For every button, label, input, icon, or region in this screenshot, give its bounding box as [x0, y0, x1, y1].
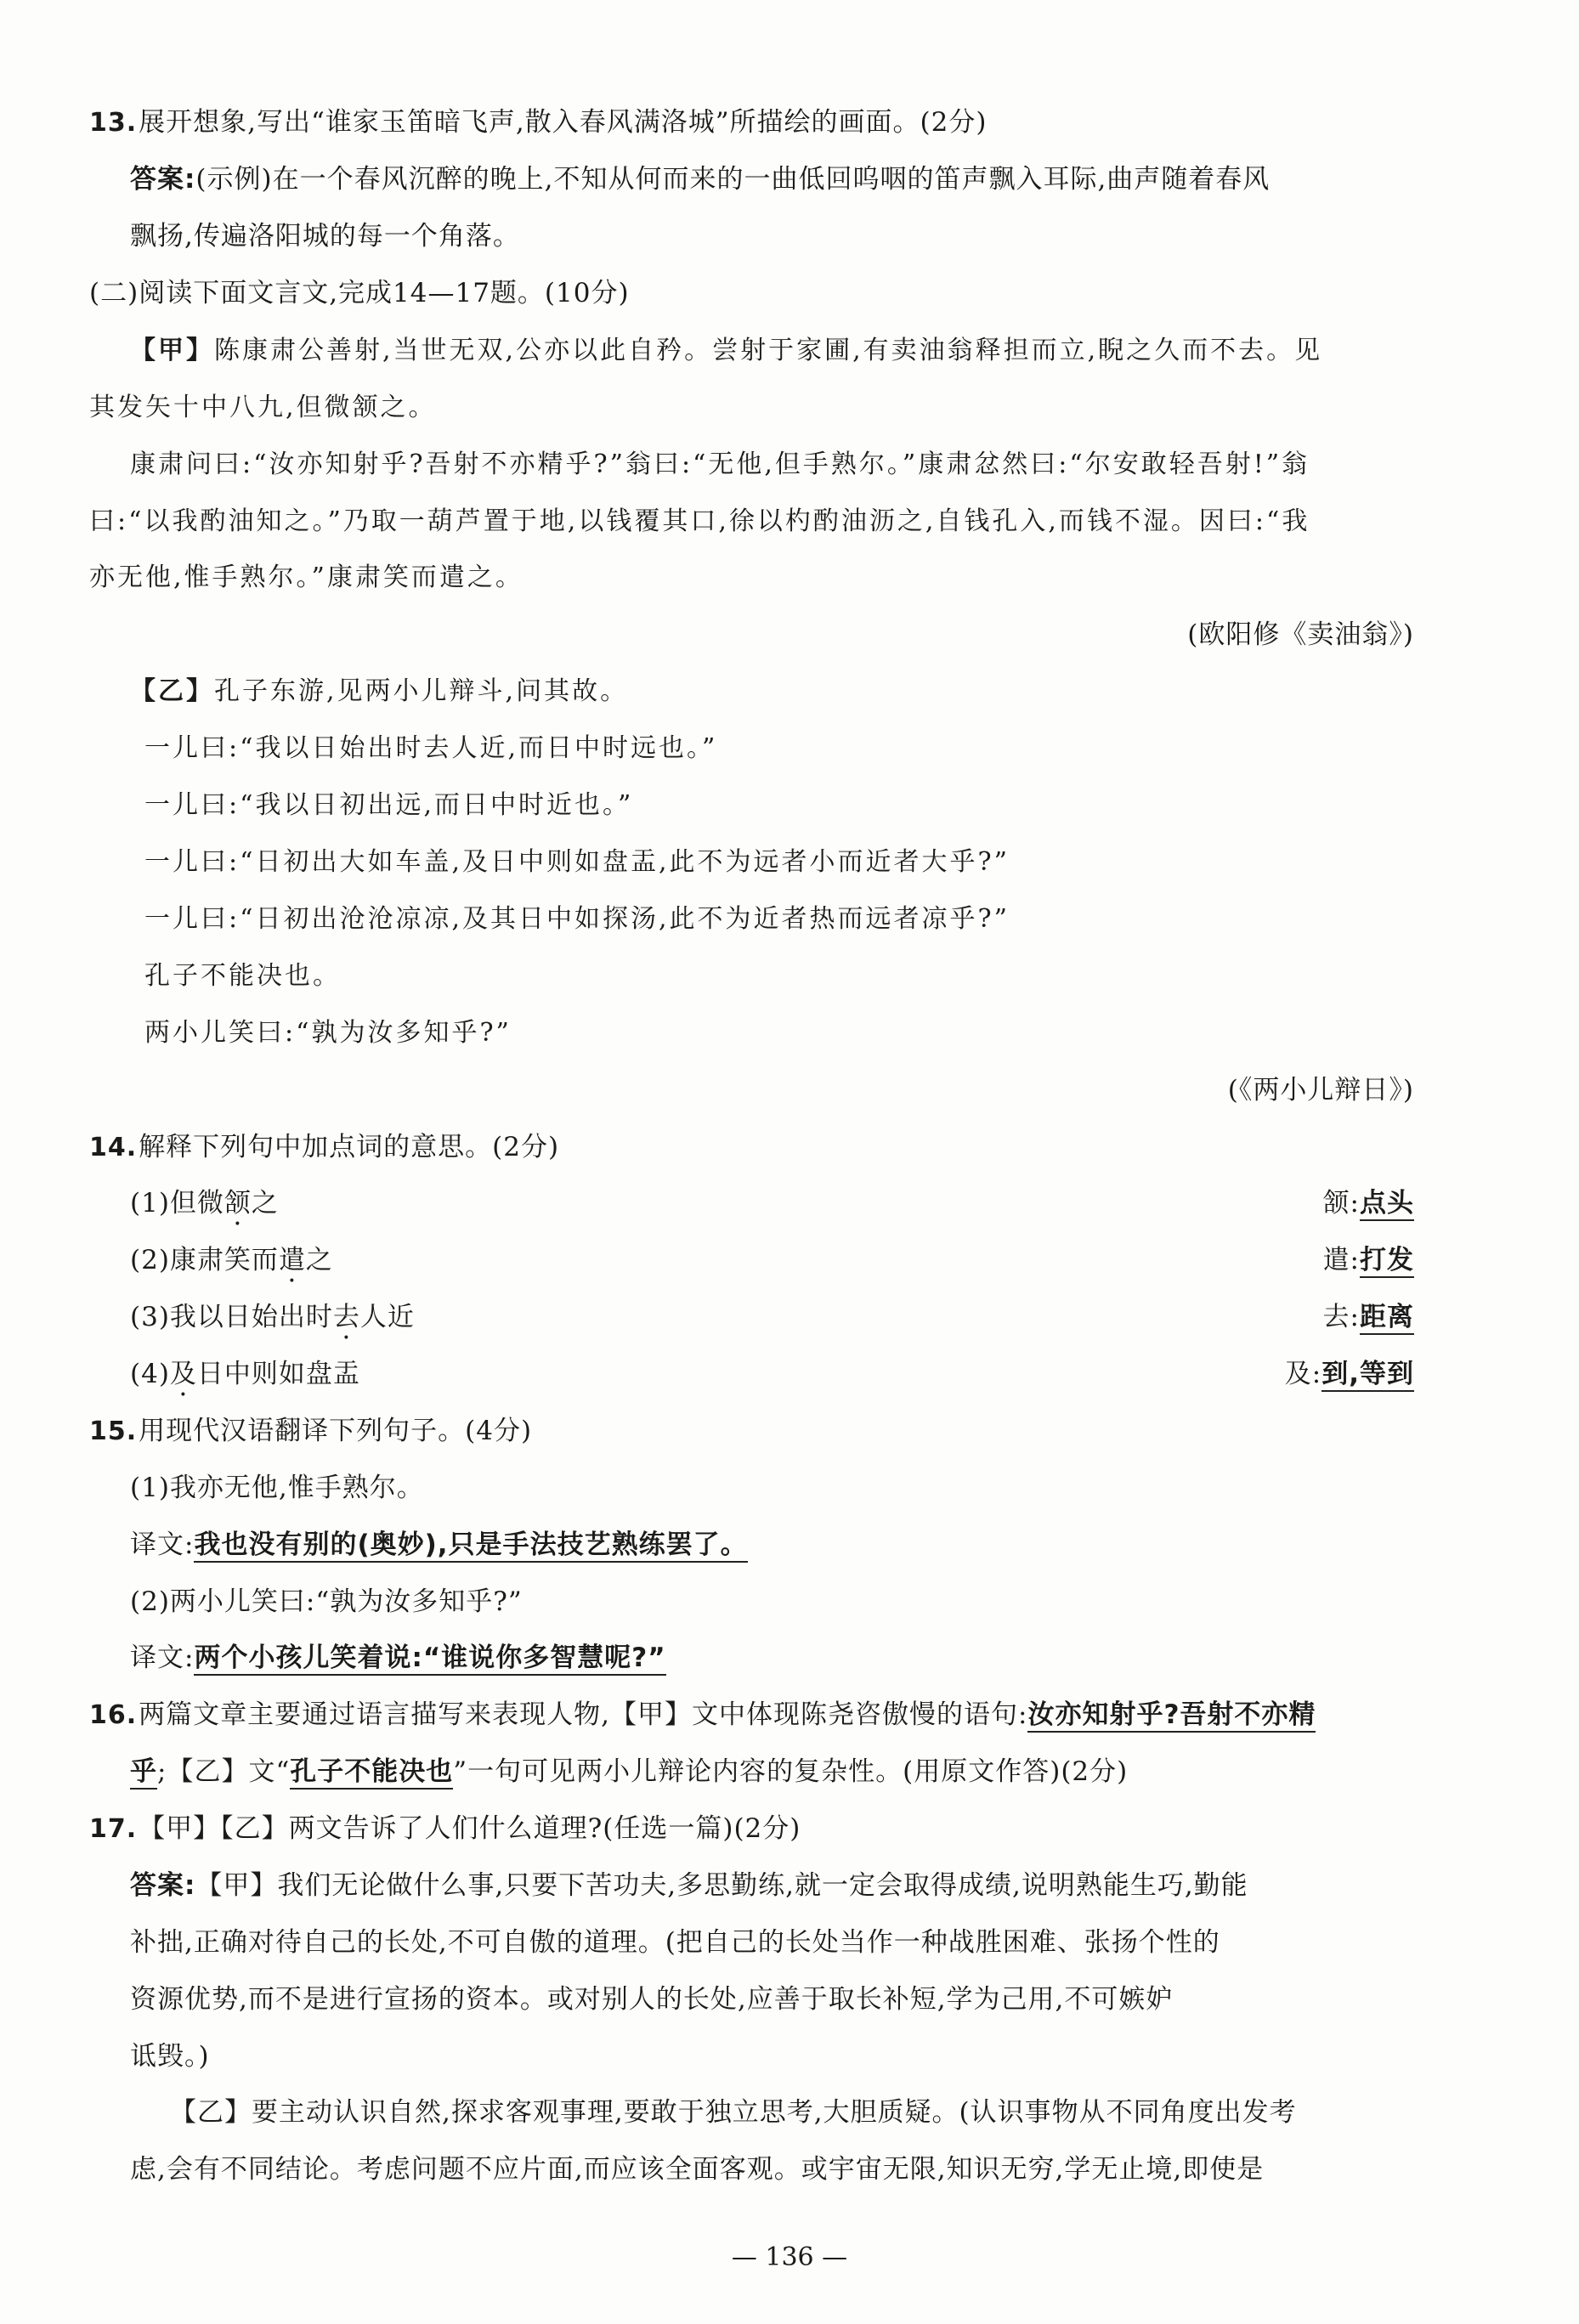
item-text: (4) — [130, 1359, 170, 1389]
answer-word: 颔: — [1322, 1188, 1360, 1219]
answer-17-line-3: 资源优势,而不是进行宣扬的资本。或对别人的长处,应善于取长补短,学为己用,不可嫉妒 — [130, 1984, 1174, 2015]
passage-jia-line-3: 康肃问曰:“汝亦知射乎?吾射不亦精乎?”翁曰:“无他,但手熟尔。”康肃忿然曰:“尔安敢轻吾射!”翁 — [130, 450, 1310, 479]
item-text: 人近 — [359, 1302, 415, 1332]
passage-source: (欧阳修《卖油翁》) — [1187, 619, 1414, 650]
answer-text: 到,等到 — [1321, 1359, 1414, 1392]
q14-item-4 — [130, 1357, 360, 1391]
passage-yi-line-7: 两小儿笑曰:“孰为汝多知乎?” — [144, 1018, 512, 1048]
dotted-word: 去 — [332, 1302, 360, 1332]
answer-label: 答案: — [130, 164, 196, 195]
answer-13-line-1 — [130, 162, 1270, 196]
question-number: 13. — [89, 108, 138, 138]
q15-translation-2 — [130, 1641, 666, 1675]
translation-text: 我也没有别的(奥妙),只是手法技艺熟练罢了。 — [194, 1530, 747, 1563]
answer-text: 汝亦知射乎?吾射不亦精 — [1027, 1699, 1316, 1733]
q15-sentence-2: (2)两小儿笑曰:“孰为汝多知乎?” — [130, 1586, 523, 1617]
passage-jia-line-4: 曰:“以我酌油知之。”乃取一葫芦置于地,以钱覆其口,徐以杓酌油沥之,自钱孔入,而钱不湿。因曰:“我 — [89, 506, 1310, 536]
answer-word: 遣: — [1322, 1245, 1360, 1275]
question-14 — [89, 1130, 559, 1165]
question-number: 14. — [89, 1133, 138, 1162]
dotted-word: 遣 — [278, 1245, 306, 1275]
question-17 — [89, 1812, 801, 1846]
question-stem: 展开想象,写出“谁家玉笛暗飞声,散入春风满洛城”所描绘的画面。(2分) — [139, 107, 988, 138]
q14-answer-3 — [1105, 1300, 1414, 1334]
passage-yi-line-6: 孔子不能决也。 — [144, 961, 341, 991]
q15-translation-1 — [130, 1528, 748, 1562]
q15-sentence-1: (1)我亦无他,惟手熟尔。 — [130, 1473, 424, 1503]
answer-text: 【甲】我们无论做什么事,只要下苦功夫,多思勤练,就一定会取得成绩,说明熟能生巧,勤能 — [195, 1870, 1248, 1901]
item-text: 日中则如盘盂 — [196, 1359, 360, 1389]
answer-13-line-2: 飘扬,传遍洛阳城的每一个角落。 — [130, 221, 520, 252]
question-stem: 【甲】【乙】两文告诉了人们什么道理?(任选一篇)(2分) — [139, 1813, 801, 1844]
item-text: 之 — [305, 1245, 333, 1275]
answer-17-line-1 — [130, 1869, 1248, 1903]
q14-item-1 — [130, 1186, 279, 1220]
passage-label: 【甲】 — [130, 336, 214, 365]
question-16-line-2 — [130, 1755, 1128, 1789]
question-stem: 解释下列句中加点词的意思。(2分) — [139, 1132, 560, 1162]
dotted-word: 及 — [169, 1359, 197, 1389]
passage-yi-line-1 — [130, 675, 628, 709]
answer-text: 孔子不能决也 — [290, 1756, 453, 1790]
q14-answer-4 — [1105, 1357, 1414, 1391]
passage-source: (《两小儿辩日》) — [1227, 1075, 1414, 1105]
question-16-line-1 — [89, 1698, 1316, 1733]
answer-text: (示例)在一个春风沉醉的晚上,不知从何而来的一曲低回呜咽的笛声飘入耳际,曲声随着春风 — [195, 164, 1271, 195]
question-13 — [89, 105, 987, 140]
answer-17-line-5: 【乙】要主动认识自然,探求客观事理,要敢于独立思考,大胆质疑。(认识事物从不同角度出发考 — [170, 2097, 1297, 2128]
answer-text: 点头 — [1360, 1188, 1414, 1221]
question-stem: 两篇文章主要通过语言描写来表现人物,【甲】文中体现陈尧咨傲慢的语句: — [139, 1699, 1028, 1730]
passage-jia-line-5: 亦无他,惟手熟尔。”康肃笑而遣之。 — [89, 563, 524, 592]
item-text: (2)康肃笑而 — [130, 1245, 279, 1275]
q14-answer-1 — [1105, 1186, 1414, 1220]
answer-17-line-2: 补拙,正确对待自己的长处,不可自傲的道理。(把自己的长处当作一种战胜困难、张扬个性的 — [130, 1927, 1220, 1958]
translation-text: 两个小孩儿笑着说:“谁说你多智慧呢?” — [194, 1643, 665, 1676]
item-text: 之 — [251, 1188, 279, 1219]
passage-label: 【乙】 — [130, 676, 214, 706]
question-number: 16. — [89, 1700, 138, 1730]
passage-yi-line-2: 一儿曰:“我以日始出时去人近,而日中时远也。” — [144, 733, 718, 763]
answer-text: 打发 — [1360, 1245, 1414, 1278]
question-number: 15. — [89, 1416, 138, 1446]
passage-yi-line-4: 一儿曰:“日初出大如车盖,及日中则如盘盂,此不为远者小而近者大乎?” — [144, 847, 1010, 877]
answer-text: 距离 — [1360, 1302, 1414, 1335]
passage-jia-line-2: 其发矢十中八九,但微颔之。 — [89, 393, 437, 422]
item-text: (3)我以日始出时 — [130, 1302, 333, 1332]
page-number: — 136 — — [731, 2242, 848, 2272]
question-stem: ;【乙】文“ — [157, 1756, 291, 1787]
q14-answer-2 — [1105, 1243, 1414, 1277]
passage-text: 孔子东游,见两小儿辩斗,问其故。 — [214, 676, 629, 706]
q14-item-2 — [130, 1243, 333, 1277]
question-15 — [89, 1414, 532, 1449]
translation-label: 译文: — [130, 1643, 195, 1673]
question-stem: ”一句可见两小儿辩论内容的复杂性。(用原文作答)(2分) — [453, 1756, 1129, 1787]
section-heading: (二)阅读下面文言文,完成14—17题。(10分) — [89, 278, 630, 308]
answer-label: 答案: — [130, 1870, 196, 1901]
answer-17-line-6: 虑,会有不同结论。考虑问题不应片面,而应该全面客观。或宇宙无限,知识无穷,学无止境,即使是 — [130, 2154, 1265, 2185]
answer-text: 乎 — [130, 1756, 157, 1790]
answer-17-line-4: 诋毁。) — [130, 2041, 210, 2072]
question-stem: 用现代汉语翻译下列句子。(4分) — [139, 1416, 533, 1446]
passage-yi-line-5: 一儿曰:“日初出沧沧凉凉,及其日中如探汤,此不为近者热而远者凉乎?” — [144, 904, 1010, 934]
dotted-word: 颔 — [224, 1188, 252, 1219]
item-text: (1)但微 — [130, 1188, 224, 1219]
passage-jia-line-1 — [130, 334, 1322, 368]
translation-label: 译文: — [130, 1530, 195, 1560]
q14-item-3 — [130, 1300, 415, 1334]
passage-yi-line-3: 一儿曰:“我以日初出远,而日中时近也。” — [144, 790, 634, 820]
question-number: 17. — [89, 1814, 138, 1844]
answer-word: 及: — [1284, 1359, 1322, 1389]
passage-text: 陈康肃公善射,当世无双,公亦以此自矜。尝射于家圃,有卖油翁释担而立,睨之久而不去。见 — [214, 336, 1323, 365]
answer-word: 去: — [1322, 1302, 1360, 1332]
